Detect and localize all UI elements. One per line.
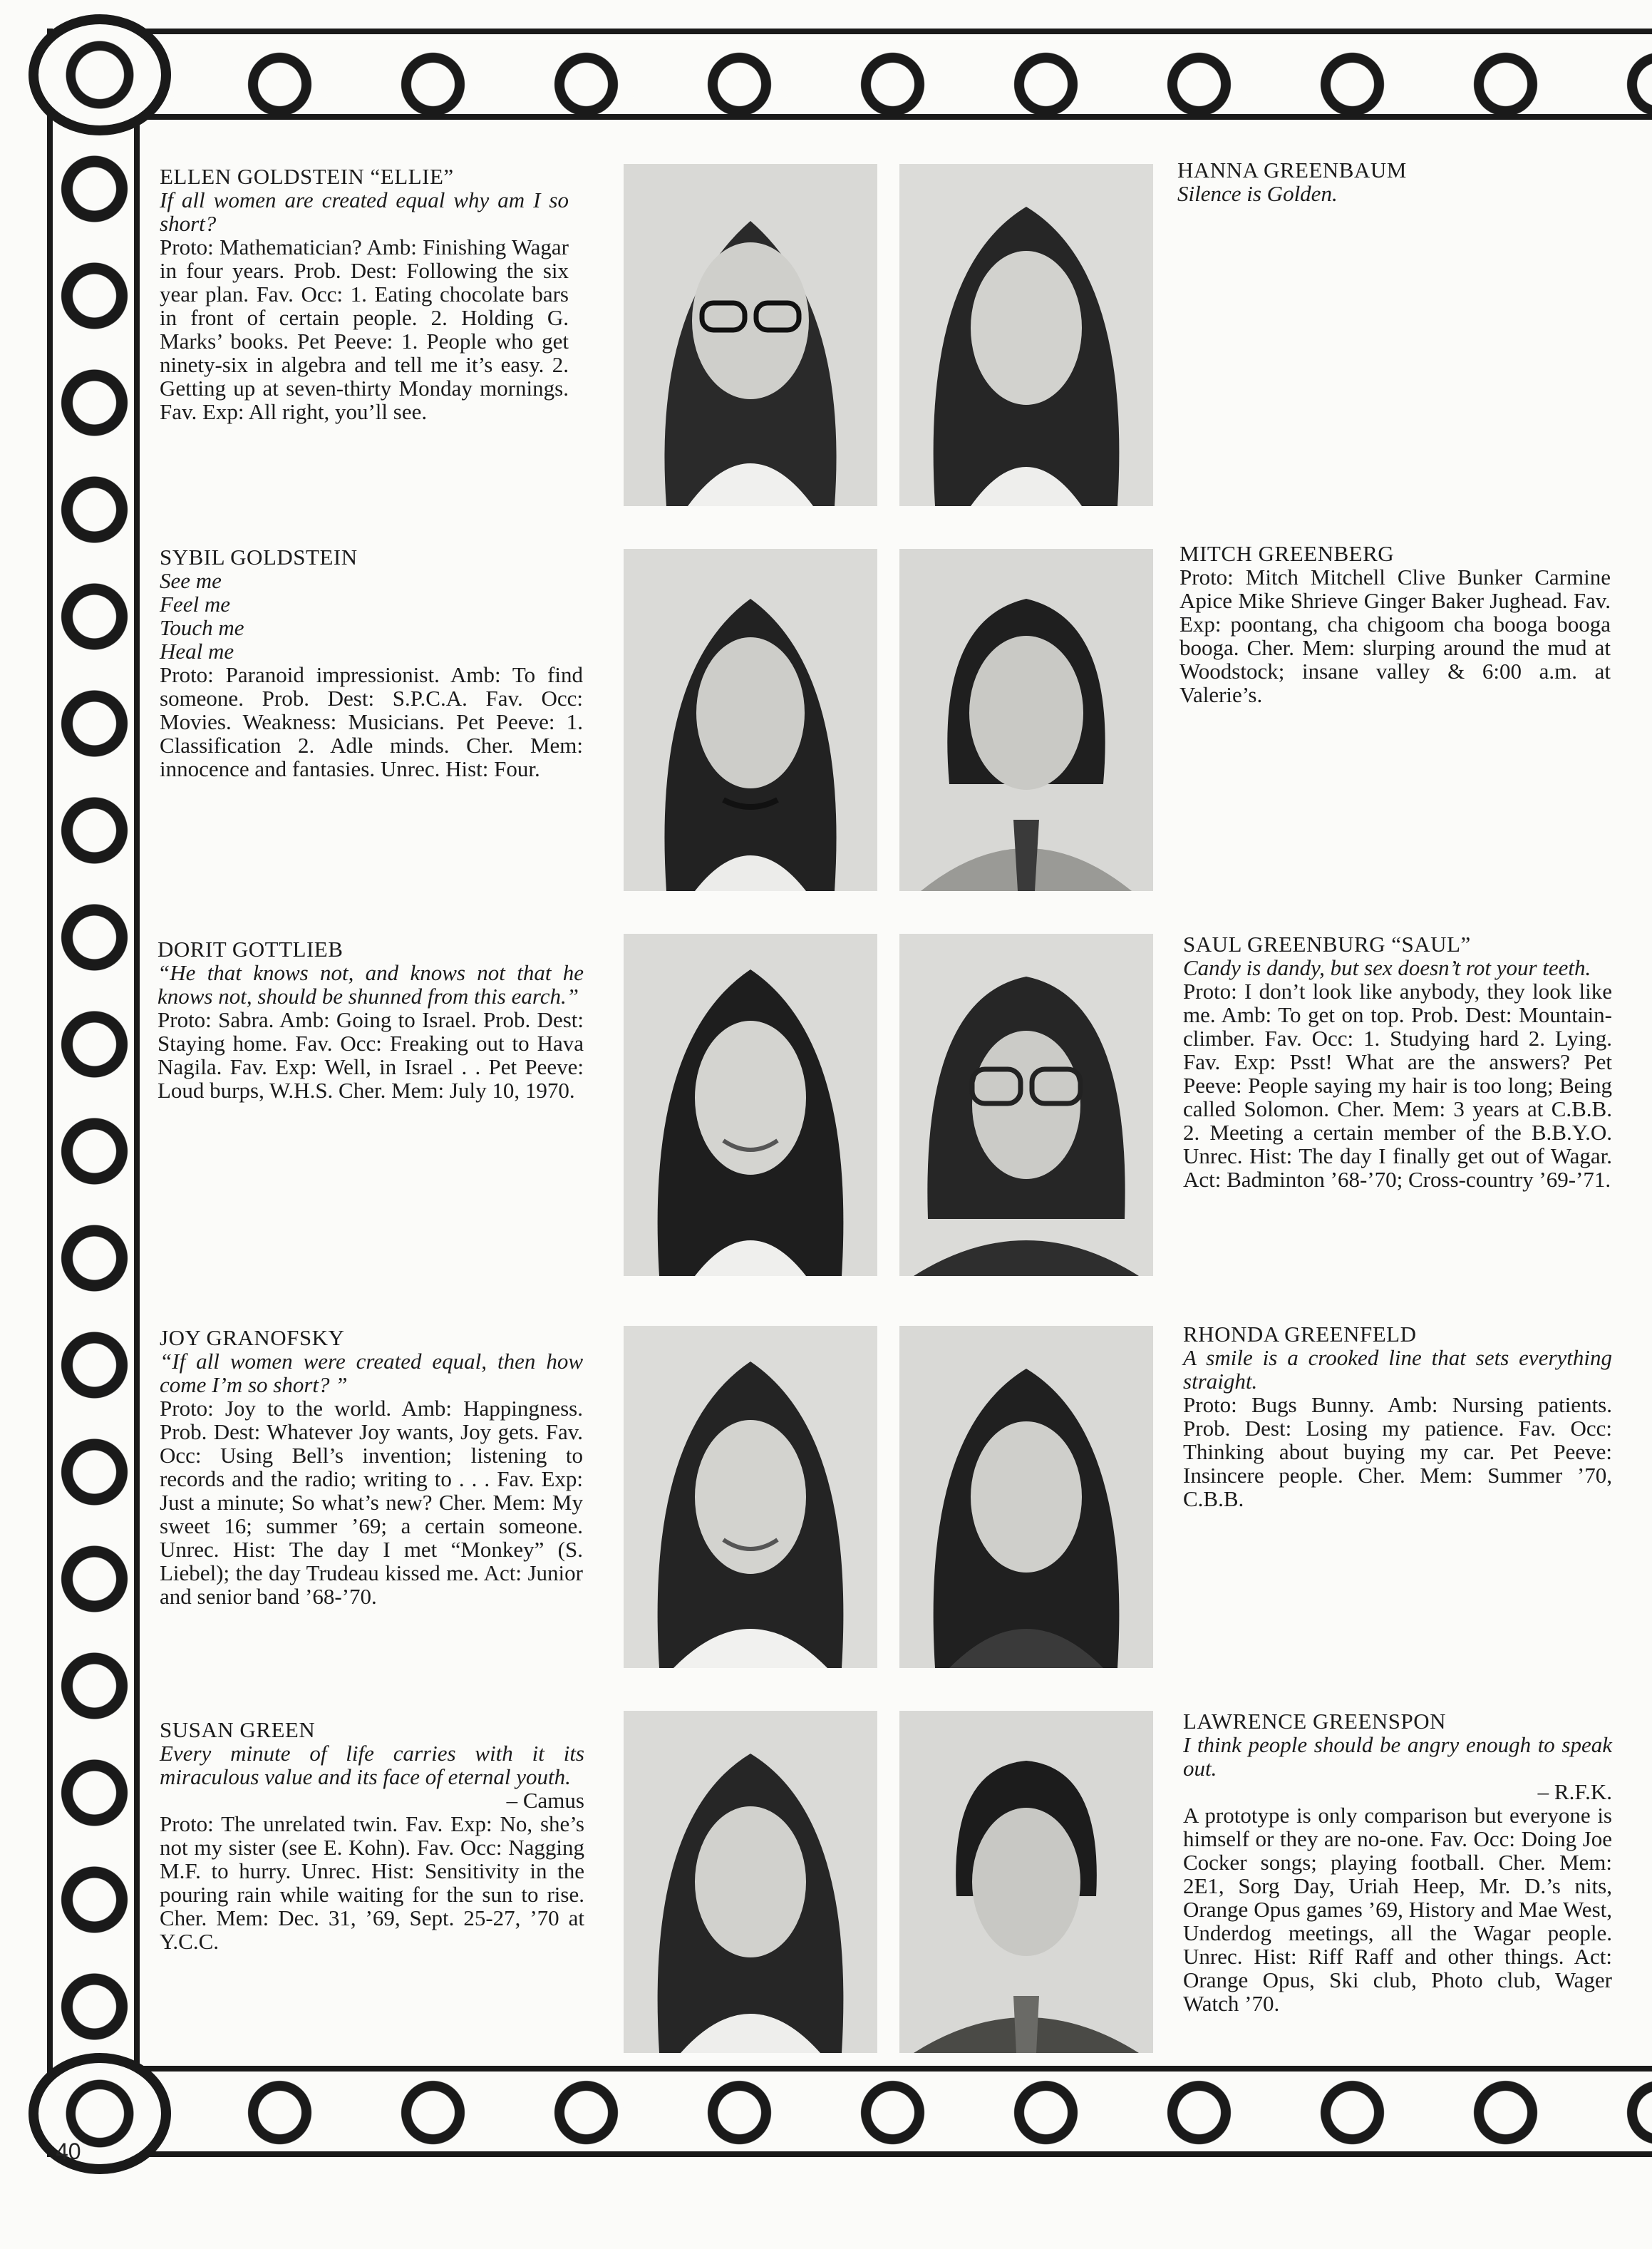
student-name: SUSAN GREEN [160,1717,316,1742]
senior-entry-right-2 [1179,542,1611,706]
student-name: SAUL GREENBURG “SAUL” [1183,932,1471,957]
portrait-photo-ellen-goldstein [624,164,877,506]
student-quote: Silence is Golden. [1177,181,1338,206]
student-details: Proto: Mathematician? Amb: Finishing Wagar in four years. Prob. Dest: Following the six year plan. Fav. Occ: 1. Eating chocolate bars in front of certain people. 2. Holding G. Marks’ books. Pet Peeve: 1. People who get ninety-six in algebra and tell me it’s easy. 2. Getting up at seven-thirty Monday mornings. Fav. Exp: All right, you’ll see. [160,235,569,424]
student-name: RHONDA GREENFELD [1183,1322,1417,1347]
senior-entry-right-4 [1183,1322,1612,1511]
senior-entry-right-5 [1183,1709,1612,2015]
portrait-photo-mitch-greenberg [899,549,1153,891]
student-quote: “He that knows not, and knows not that he knows not, should be shunned from this earch.” [158,960,584,1009]
student-name: SYBIL GOLDSTEIN [160,545,358,570]
ornamental-border-bottom [50,2066,1652,2157]
portrait-photo-saul-greenburg [899,934,1153,1276]
student-name: HANNA GREENBAUM [1177,158,1407,182]
senior-entry-left-1 [160,165,569,423]
senior-entry-right-3 [1183,932,1612,1191]
student-quote: “If all women were created equal, then how come I’m so short? ” [160,1349,583,1397]
student-name: MITCH GREENBERG [1179,541,1395,566]
student-name: DORIT GOTTLIEB [158,937,344,962]
student-quote: If all women are created equal why am I so short? [160,187,569,236]
student-quote: Candy is dandy, but sex doesn’t rot your teeth. [1183,955,1591,980]
student-quote: Every minute of life carries with it its miraculous value and its face of eternal youth. [160,1741,584,1789]
quote-attribution: – R.F.K. [1537,1779,1612,1804]
corner-ornament-bottom [29,2053,171,2174]
portrait-photo-rhonda-greenfeld [899,1326,1153,1668]
quote-attribution: – Camus [506,1788,584,1813]
student-name: LAWRENCE GREENSPON [1183,1709,1447,1734]
student-quote: A smile is a crooked line that sets everything straight. [1183,1345,1612,1394]
senior-entry-left-3 [158,937,584,1102]
student-details: Proto: I don’t look like anybody, they look like me. Amb: To get on top. Prob. Dest: Mountain-climber. Fav. Occ: 1. Studying hard 2. Lying. Fav. Exp: Psst! What are the answers? Pet Peeve: People saying my hair is too long; Being called Solomon. Cher. Mem: 3 years at C.B.B. 2. Meeting a certain member of the B.B.Y.O. Unrec. Hist: The day I finally get out of Wagar. Act: Badminton ’68-’70; Cross-country ’69-’71. [1183,979,1612,1192]
senior-entry-right-1 [1177,158,1612,205]
student-quote: See me Feel me Touch me Heal me [160,568,244,664]
portrait-photo-lawrence-greenspon [899,1711,1153,2053]
student-details: Proto: The unrelated twin. Fav. Exp: No, she’s not my sister (see E. Kohn). Fav. Occ: Nagging M.F. to hurry. Unrec. Hist: Sensitivity in the pouring rain while waiting for the sun to rise. Cher. Mem: Dec. 31, ’69, Sept. 25-27, ’70 at Y.C.C. [160,1811,584,1954]
student-details: A prototype is only comparison but everyone is himself or they are no-one. Fav. Occ: Doing Joe Cocker songs; playing football. Cher. Mem: 2E1, Sorg Day, Uriah Heep, Mr. D.’s nits, Orange Opus games ’69, History and Mae West, Underdog meetings, all the Wagar people. Unrec. Hist: Riff Raff and other things. Act: Orange Opus, Ski club, Photo club, Wager Watch ’70. [1183,1803,1612,2016]
portrait-photo-dorit-gottlieb [624,934,877,1276]
ornamental-border-top [50,29,1652,120]
senior-entry-left-5 [160,1718,584,1953]
student-details: Proto: Bugs Bunny. Amb: Nursing patients. Prob. Dest: Losing my patience. Fav. Occ: Thinking about buying my car. Pet Peeve: Insincere people. Cher. Mem: Summer ’70, C.B.B. [1183,1392,1612,1511]
student-name: JOY GRANOFSKY [160,1325,345,1350]
portrait-photo-joy-granofsky [624,1326,877,1668]
student-details: Proto: Mitch Mitchell Clive Bunker Carmine Apice Mike Shrieve Ginger Baker Jughead. Fav. Exp: poontang, cha chigoom cha booga booga booga. Cher. Mem: slurping around the mud at Woodstock; insane valley & 6:00 a.m. at Valerie’s. [1179,565,1611,707]
student-quote: I think people should be angry enough to speak out. [1183,1732,1612,1781]
portrait-photo-hanna-greenbaum [899,164,1153,506]
ornamental-border-left [47,29,140,2157]
student-details: Proto: Joy to the world. Amb: Happingness. Prob. Dest: Whatever Joy wants, Joy gets. Fav. Occ: Using Bell’s invention; listening to records and the radio; writing to . . . Fav. Exp: Just a minute; So what’s new? Cher. Mem: My sweet 16; summer ’69; a certain someone. Unrec. Hist: The day I met “Monkey” (S. Liebel); the day Trudeau kissed me. Act: Junior and senior band ’68-’70. [160,1396,583,1609]
student-details: Proto: Paranoid impressionist. Amb: To find someone. Prob. Dest: S.P.C.A. Fav. Occ: Movies. Weakness: Musicians. Pet Peeve: 1. Classification 2. Adle minds. Cher. Mem: innocence and fantasies. Unrec. Hist: Four. [160,662,583,781]
corner-ornament-top [29,14,171,135]
student-details: Proto: Sabra. Amb: Going to Israel. Prob. Dest: Staying home. Fav. Occ: Freaking out to Hava Nagila. Fav. Exp: Well, in Israel . . Pet Peeve: Loud burps, W.H.S. Cher. Mem: July 10, 1970. [158,1007,584,1103]
student-name: ELLEN GOLDSTEIN “ELLIE” [160,164,454,189]
senior-entry-left-4 [160,1326,583,1608]
portrait-photo-susan-green [624,1711,877,2053]
senior-entry-left-2 [160,545,583,781]
portrait-photo-sybil-goldstein [624,549,877,891]
page-number: 40 [56,2139,81,2164]
